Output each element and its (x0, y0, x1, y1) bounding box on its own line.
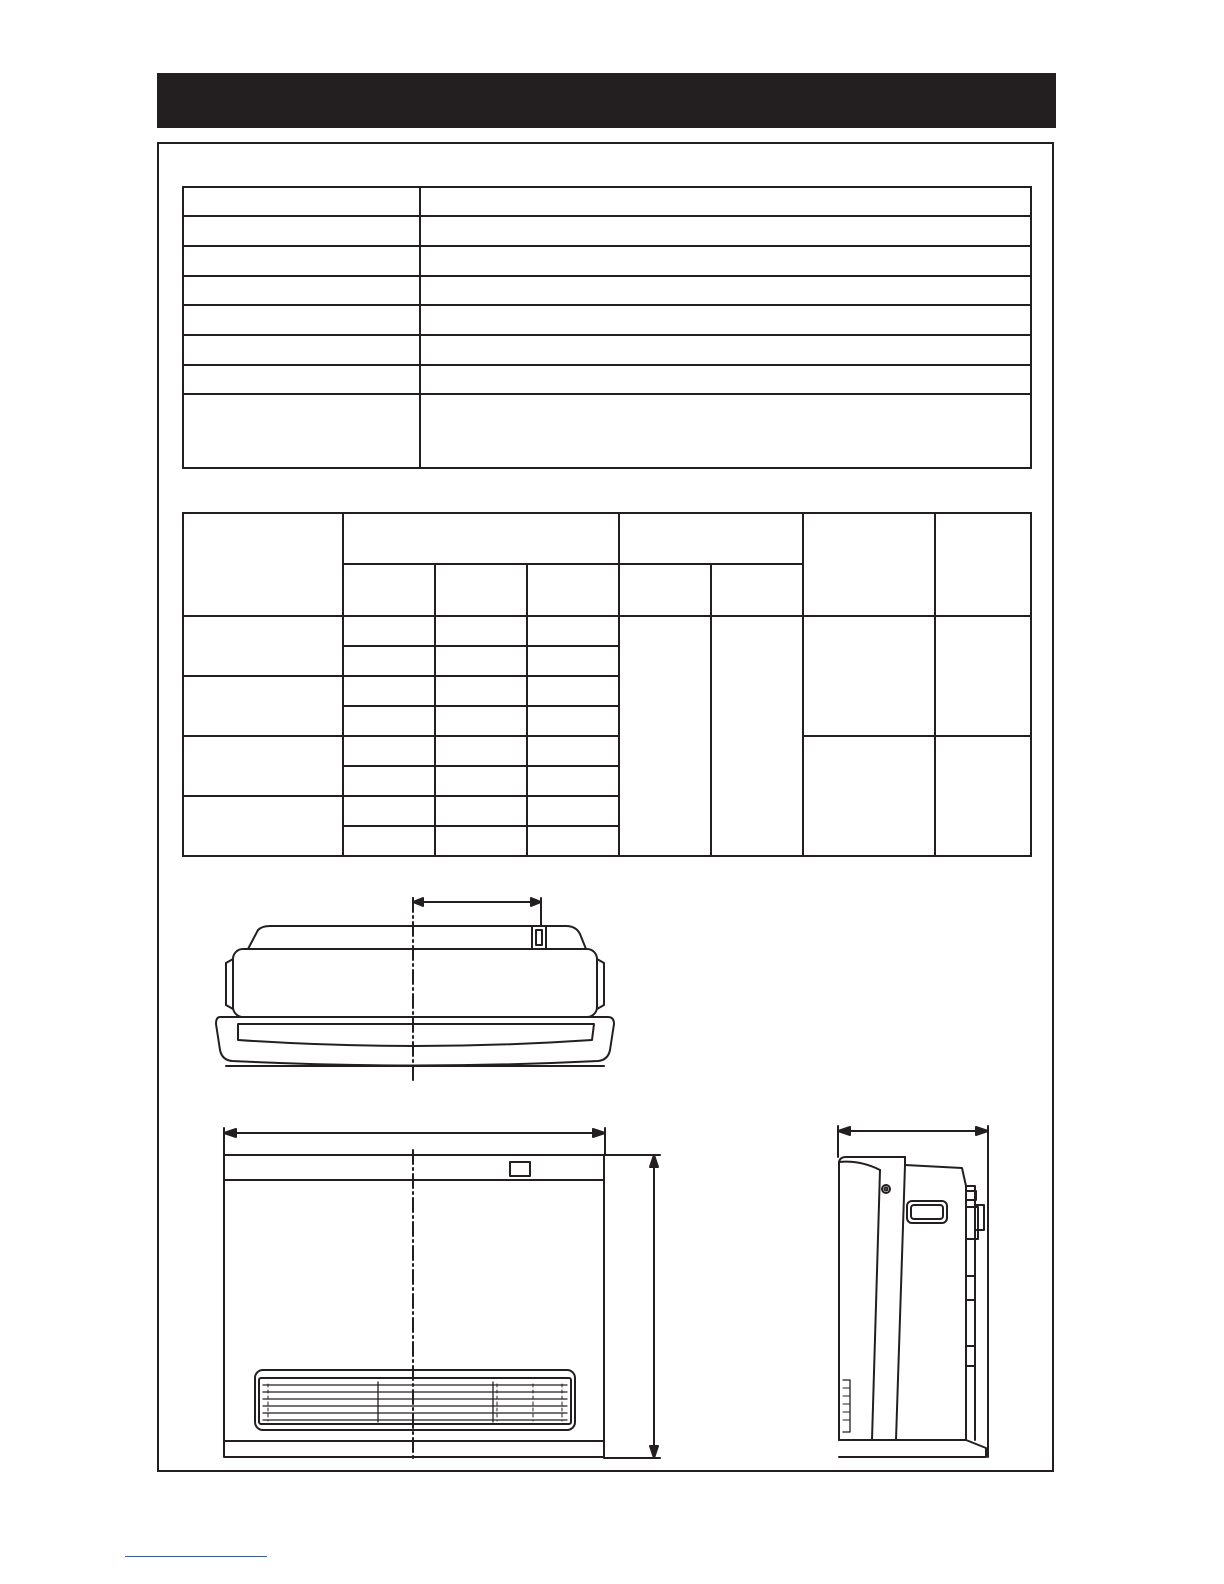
footer-rule (125, 1556, 267, 1557)
side-view-drawing (838, 1126, 988, 1457)
top-view-drawing (216, 898, 614, 1084)
front-view-drawing (224, 1128, 660, 1462)
